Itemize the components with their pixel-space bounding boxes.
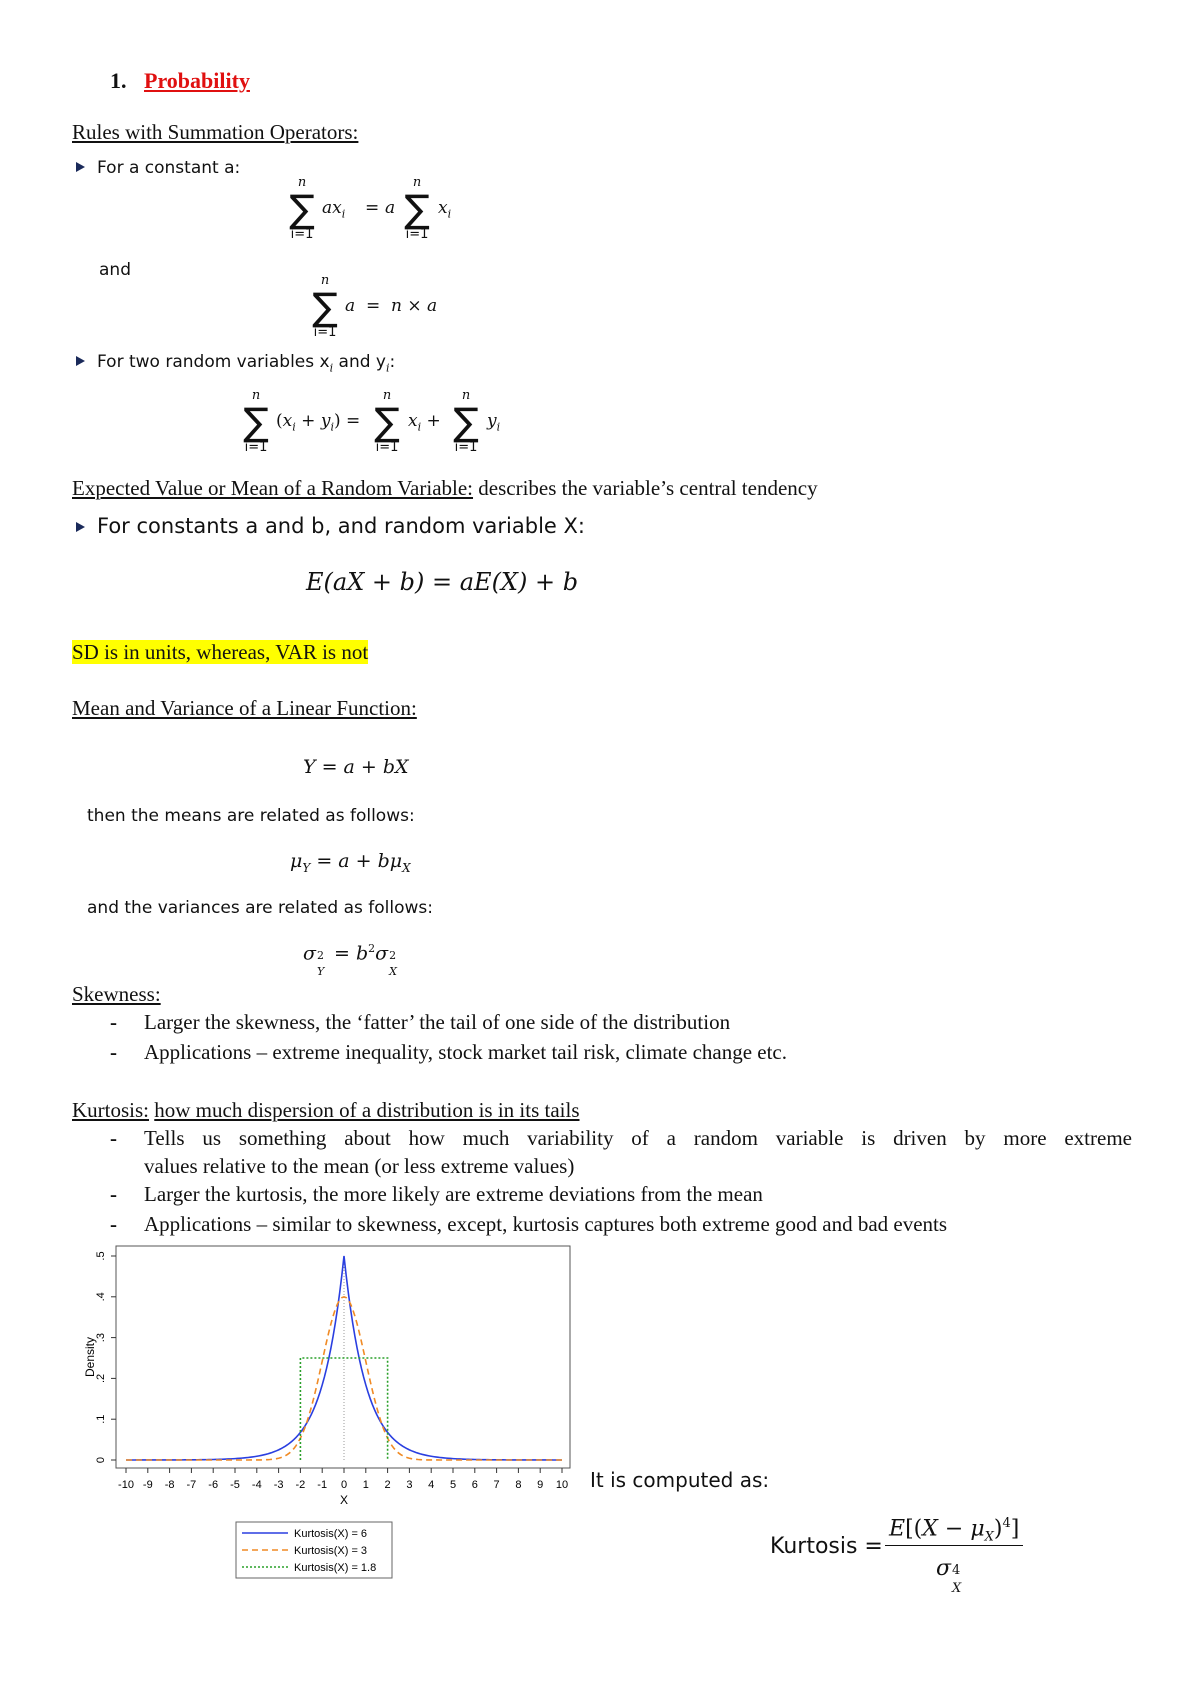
computed-text: It is computed as: (590, 1468, 770, 1492)
linear-formula-3: σ 2 Y = $b^2\sigma$ 2 X (303, 942, 397, 979)
y-tick-label: .5 (95, 1251, 107, 1261)
x-tick-label: 2 (384, 1479, 391, 1491)
summation-bullet-2: For two random variables $x_i$ and $y_i$: (76, 352, 395, 374)
x-tick-label: 8 (515, 1479, 522, 1491)
section-number: 1. (110, 68, 127, 93)
x-tick-label: 6 (471, 1479, 478, 1491)
x-tick-label: -4 (251, 1479, 262, 1491)
kurtosis-formula-label: Kurtosis = (770, 1534, 883, 1559)
sum-formula-1-xi: $x_i$ (438, 198, 452, 221)
means-text: then the means are related as follows: (87, 806, 415, 826)
sigma-icon: ∑ (289, 187, 315, 231)
sigma-icon: ∑ (404, 187, 430, 231)
sum-formula-3-xi: $x_i$ + (408, 411, 441, 434)
linear-formula-2: $\mu_Y = a + b\mu_X$ (290, 850, 411, 875)
sum-formula-1-a: a (385, 198, 396, 218)
x-tick-label: -10 (118, 1479, 134, 1491)
x-tick-label: -2 (295, 1479, 306, 1491)
sum-formula-1-equals: = (365, 198, 380, 218)
x-tick-label: -1 (317, 1479, 328, 1491)
x-axis-label: X (339, 1493, 349, 1507)
x-tick-label: -5 (230, 1479, 240, 1491)
section-title: Probability (144, 68, 250, 93)
x-tick-label: 0 (340, 1479, 348, 1491)
x-tick-label: 1 (362, 1479, 369, 1491)
sum-formula-1: n ∑ i=1 (282, 176, 322, 242)
expected-formula: E(aX + b) = aE(X) + b (306, 568, 579, 596)
x-tick-label: 3 (406, 1479, 413, 1491)
sum-formula-2: n ∑ i=1 (305, 274, 345, 340)
sum-formula-2-rhs: a = n × a (345, 296, 438, 316)
triangle-bullet-icon (76, 356, 85, 366)
sigma-icon: ∑ (453, 400, 479, 444)
sum-formula-3-mid: n ∑ i=1 (367, 389, 407, 455)
triangle-bullet-icon (76, 522, 85, 532)
x-tick-label: -7 (186, 1479, 197, 1491)
legend-label: Kurtosis(X) = 6 (294, 1528, 368, 1540)
sigma-icon: ∑ (312, 285, 338, 329)
y-tick-label: .4 (95, 1292, 107, 1302)
x-tick-label: 7 (493, 1479, 500, 1491)
x-tick-label: 10 (555, 1479, 569, 1491)
kurtosis-formula-denominator: σ 4 X (936, 1556, 962, 1596)
kurtosis-title: Kurtosis: how much dispersion of a distribution is in its tails (72, 1098, 580, 1122)
x-tick-label: -9 (142, 1479, 153, 1491)
x-tick-label: -3 (273, 1479, 284, 1491)
x-tick-label: 5 (449, 1479, 457, 1491)
variances-text: and the variances are related as follows: (87, 898, 433, 918)
sum-formula-1-term: $ax_i$ (322, 198, 346, 221)
highlight-note: SD is in units, whereas, VAR is not (72, 640, 369, 664)
y-tick-label: 0 (95, 1456, 107, 1464)
sum-formula-3-yi: $y_i$ (487, 411, 501, 434)
sum-formula-3-right: n ∑ i=1 (446, 389, 486, 455)
linear-title: Mean and Variance of a Linear Function: (72, 696, 417, 720)
y-tick-label: .1 (95, 1414, 107, 1424)
legend-label: Kurtosis(X) = 3 (294, 1545, 368, 1557)
y-tick-label: .2 (95, 1373, 107, 1383)
and-text: and (99, 260, 131, 280)
sigma-icon: ∑ (243, 400, 269, 444)
y-axis-label: Density (83, 1336, 97, 1378)
x-tick-label: 4 (428, 1479, 435, 1491)
skewness-title: Skewness: (72, 982, 161, 1006)
expected-bullet: For constants a and b, and random variable X: (76, 514, 585, 538)
section-heading (110, 68, 250, 94)
expected-title: Expected Value or Mean of a Random Variable: describes the variable’s central tendency (72, 476, 818, 500)
linear-formula-1: Y = a + bX (303, 756, 409, 778)
summation-title: Rules with Summation Operators: (72, 120, 359, 144)
x-tick-label: 9 (537, 1479, 544, 1491)
x-tick-label: -8 (164, 1479, 175, 1491)
triangle-bullet-icon (76, 162, 85, 172)
sigma-icon: ∑ (374, 400, 400, 444)
sum-formula-3-term: $(x_i + y_i)$ = (276, 411, 361, 434)
x-tick-label: -6 (208, 1479, 219, 1491)
sum-formula-3: n ∑ i=1 (236, 389, 276, 455)
kurtosis-density-chart (80, 1236, 580, 1616)
kurtosis-formula-numerator: $E[(X - \mu_X)^4]$ (885, 1516, 1023, 1546)
summation-bullet-1: For a constant a: (76, 158, 240, 178)
y-tick-label: .3 (95, 1333, 107, 1343)
plot-frame (116, 1246, 570, 1468)
legend-label: Kurtosis(X) = 1.8 (294, 1562, 377, 1574)
sum-formula-1-right: n ∑ i=1 (397, 176, 437, 242)
